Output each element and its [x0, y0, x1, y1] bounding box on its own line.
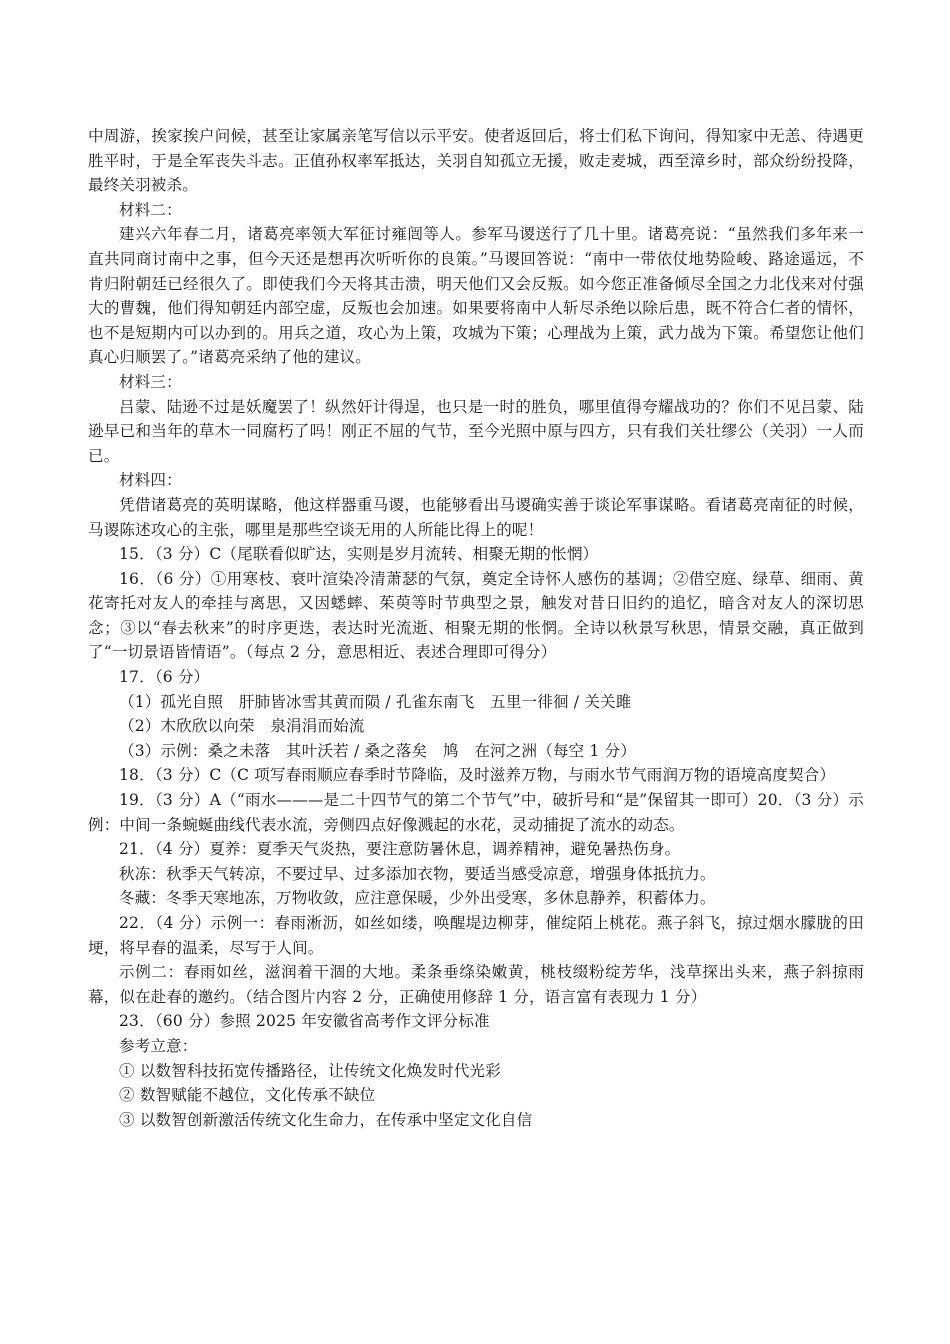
document-body — [88, 124, 864, 1132]
answer-17-part-3: （3）示例：桑之未落 其叶沃若 / 桑之落矣 鸠 在河之洲（每空 1 分） — [119, 741, 637, 760]
answer-18: 18．（3 分）C（C 项写春雨顺应春季时节降临，及时滋养万物，与雨水节气雨润万物的语境高度契合） — [119, 766, 836, 785]
answer-23: 23．（60 分）参照 2025 年安徽省高考作文评分标准 — [119, 1012, 490, 1031]
answer-19-20: 19．（3 分）A（“雨水———是二十四节气的第二个节气”中，破折号和“是”保留其一即可）20．（3 分）示例：中间一条蜿蜒曲线代表水流，旁侧四点好像溅起的水花，灵动捕捉了流水的动态。 — [88, 791, 864, 834]
paragraph-material-one-end: 中周游，挨家挨户问候，甚至让家属亲笔写信以示平安。使者返回后，将士们私下询问，得知家中无恙、待遇更胜平时，于是全军丧失斗志。正值孙权率军抵达，关羽自知孤立无援，败走麦城，西至漳乡时，部众纷纷投降，最终关羽被杀。 — [88, 127, 864, 195]
answer-15: 15．（3 分）C（尾联看似旷达，实则是岁月流转、相聚无期的怅惘） — [119, 545, 599, 564]
answer-16: 16．（6 分）①用寒枝、衰叶渲染冷清萧瑟的气氛，奠定全诗怀人感伤的基调；②借空庭、绿草、细雨、黄花寄托对友人的牵挂与离思，又因蟋蟀、茱萸等时节典型之景，触发对昔日旧约的追忆，暗含对友人的深切思念；③以“春去秋来”的时序更迭，表达时光流逝、相聚无期的怅惘。全诗以秋景写秋思，情景交融，真正做到了“一切景语皆情语”。（每点 2 分，意思相近、表述合理即可得分） — [88, 569, 864, 662]
paragraph-material-four: 凭借诸葛亮的英明谋略，他这样器重马谡，也能够看出马谡确实善于谈论军事谋略。看诸葛亮南征的时候，马谡陈述攻心的主张，哪里是那些空谈无用的人所能比得上的呢！ — [88, 495, 864, 539]
heading-material-three: 材料三： — [119, 372, 182, 391]
answer-21-summer: 21．（4 分）夏养：夏季天气炎热，要注意防暑休息，调养精神，避免暑热伤身。 — [119, 840, 681, 859]
reference-theme-heading: 参考立意： — [119, 1036, 198, 1055]
answer-21-winter: 冬藏：冬季天寒地冻，万物收敛，应注意保暖，少外出受寒，多休息静养，积蓄体力。 — [119, 889, 716, 908]
answer-21-autumn: 秋冻：秋季天气转凉，不要过早、过多添加衣物，要适当感受凉意，增强身体抵抗力。 — [119, 864, 716, 883]
answer-22-example-2: 示例二：春雨如丝，滋润着干涸的大地。柔条垂绦染嫩黄，桃枝缀粉绽芳华，浅草探出头来，燕子斜掠雨幕，似在赴春的邀约。（结合图片内容 2 分，正确使用修辞 1 分，语言富有表现力 1 分） — [88, 963, 864, 1006]
answer-17: 17．（6 分） — [119, 668, 210, 687]
answer-17-part-1: （1）孤光自照 肝肺皆冰雪其黄而陨 / 孔雀东南飞 五里一徘徊 / 关关雎 — [119, 692, 632, 711]
paragraph-material-two: 建兴六年春二月，诸葛亮率领大军征讨雍闿等人。参军马谡送行了几十里。诸葛亮说：“虽然我们多年来一直共同商讨南中之事，但今天还是想再次听听你的良策。”马谡回答说：“南中一带依仗地势险峻、路途遥远，不肯归附朝廷已经很久了。即使我们今天将其击溃，明天他们又会反叛。如今您正准备倾尽全国之力北伐来对付强大的曹魏，他们得知朝廷内部空虚，反叛也会加速。如果要将南中人斩尽杀绝以除后患，既不符合仁者的情怀，也不是短期内可以办到的。用兵之道，攻心为上策，攻城为下策；心理战为上策，武力战为下策。希望您让他们真心归顺罢了。”诸葛亮采纳了他的建议。 — [88, 225, 864, 367]
reference-theme-2: ② 数智赋能不越位，文化传承不缺位 — [119, 1086, 376, 1105]
reference-theme-1: ① 以数智科技拓宽传播路径，让传统文化焕发时代光彩 — [119, 1061, 501, 1080]
reference-theme-3: ③ 以数智创新激活传统文化生命力，在传承中坚定文化自信 — [119, 1110, 533, 1129]
heading-material-four: 材料四： — [119, 471, 182, 490]
answer-22-example-1: 22．（4 分）示例一：春雨淅沥，如丝如缕，唤醒堤边柳芽，催绽陌上桃花。燕子斜飞，掠过烟水朦胧的田埂，将早春的温柔，尽写于人间。 — [88, 914, 864, 957]
heading-material-two: 材料二： — [119, 200, 182, 219]
paragraph-material-three: 吕蒙、陆逊不过是妖魔罢了！纵然奸计得逞，也只是一时的胜负，哪里值得夸耀战功的？你们不见吕蒙、陆逊早已和当年的草木一同腐朽了吗！刚正不屈的气节，至今光照中原与四方，只有我们关壮缪公（关羽）一人而已。 — [88, 397, 864, 465]
answer-17-part-2: （2）木欣欣以向荣 泉涓涓而始流 — [119, 717, 365, 736]
